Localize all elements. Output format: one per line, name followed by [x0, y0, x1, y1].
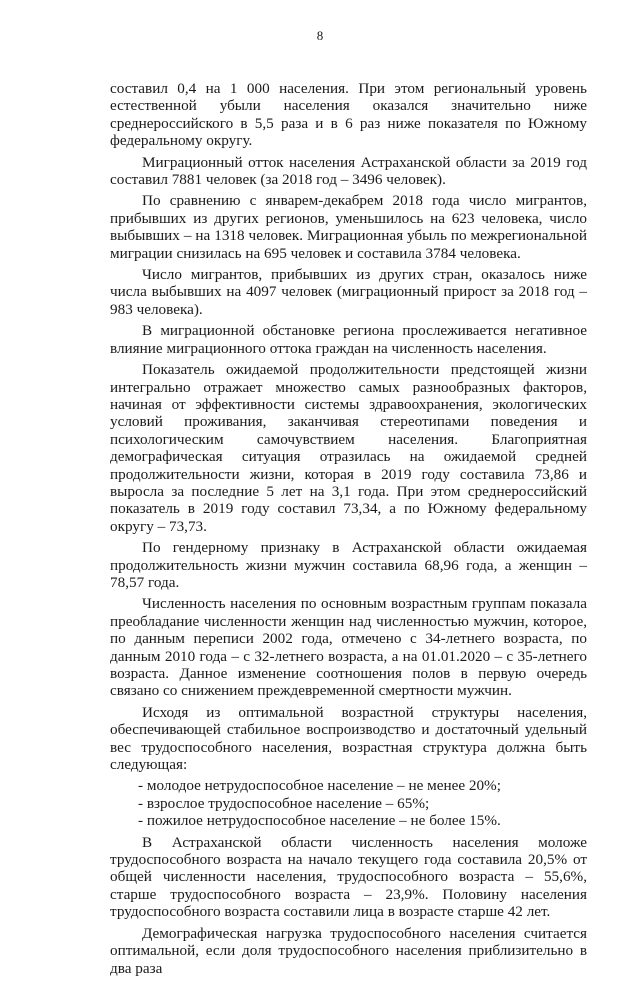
paragraph-migration-outflow: Миграционный отток населения Астраханской области за 2019 год составил 7881 человек (за 2018 год – 3496 человек). — [110, 153, 587, 189]
document-body — [110, 80, 587, 981]
paragraph-age-structure-region: В Астраханской области численность населения моложе трудоспособного возраста на начало текущего года составила 20,5% от общей численности населения, трудоспособного возраста – 55,6%, старше трудоспособного возраста – 23,9%. Половину населения трудоспособного возраста составили лица в возрасте старше 42 лет. — [110, 833, 587, 921]
paragraph-optimal-structure: Исходя из оптимальной возрастной структуры населения, обеспечивающей стабильное воспроизводство и достаточный удельный вес трудоспособного населения, возрастная структура должна быть следующая: — [110, 703, 587, 774]
paragraph-interregional-migration: По сравнению с январем-декабрем 2018 года число мигрантов, прибывших из других регионов, уменьшилось на 623 человека, число выбывших – на 1318 человек. Миграционная убыль по межрегиональной миграции снизилась на 695 человек и составила 3784 человека. — [110, 192, 587, 262]
list-item-young: - молодое нетрудоспособное население – не менее 20%; — [138, 777, 501, 795]
paragraph-foreign-migration: Число мигрантов, прибывших из других стран, оказалось ниже числа выбывших на 4097 человек (миграционный прирост за 2018 год – 983 человека). — [110, 266, 587, 318]
paragraph-gender-life-expectancy: По гендерному признаку в Астраханской области ожидаемая продолжительность жизни мужчин составила 68,96 года, а женщин – 78,57 года. — [110, 539, 587, 591]
paragraph-migration-impact: В миграционной обстановке региона прослеживается негативное влияние миграционного оттока граждан на численность населения. — [110, 322, 587, 357]
paragraph-demographic-load: Демографическая нагрузка трудоспособного населения считается оптимальной, если доля трудоспособного населения приблизительно в два раза — [110, 924, 587, 977]
page-number: 8 — [316, 28, 324, 43]
list-item-elderly: - пожилое нетрудоспособное население – не более 15%. — [138, 812, 501, 830]
paragraph-natural-decline: составил 0,4 на 1 000 населения. При этом региональный уровень естественной убыли населения оказался значительно ниже среднероссийского в 5,5 раза и в 6 раз ниже показателя по Южному федеральному округу. — [110, 80, 587, 150]
list-item-working-age: - взрослое трудоспособное население – 65%; — [138, 794, 430, 812]
paragraph-life-expectancy: Показатель ожидаемой продолжительности предстоящей жизни интегрально отражает множество самых разнообразных факторов, начиная от эффективности системы здравоохранения, экологических условий проживания, заканчивая стереотипами поведения и психологическим самочувствием населения. Благоприятная демографическая ситуация отразилась на ожидаемой средней продолжительности жизни, которая в 2019 году составила 73,86 и выросла за последние 5 лет на 3,1 года. При этом среднероссийский показатель в 2019 году составил 73,34, а по Южному федеральному округу – 73,73. — [110, 361, 587, 535]
paragraph-gender-ratio: Численность населения по основным возрастным группам показала преобладание численности женщин над численностью мужчин, которое, по данным переписи 2002 года, отмечено с 34-летнего возраста, по данным 2010 года – с 32-летнего возраста, а на 01.01.2020 – с 35-летнего возраста. Данное изменение соотношения полов в первую очередь связано со снижением преждевременной смертности мужчин. — [110, 595, 587, 700]
